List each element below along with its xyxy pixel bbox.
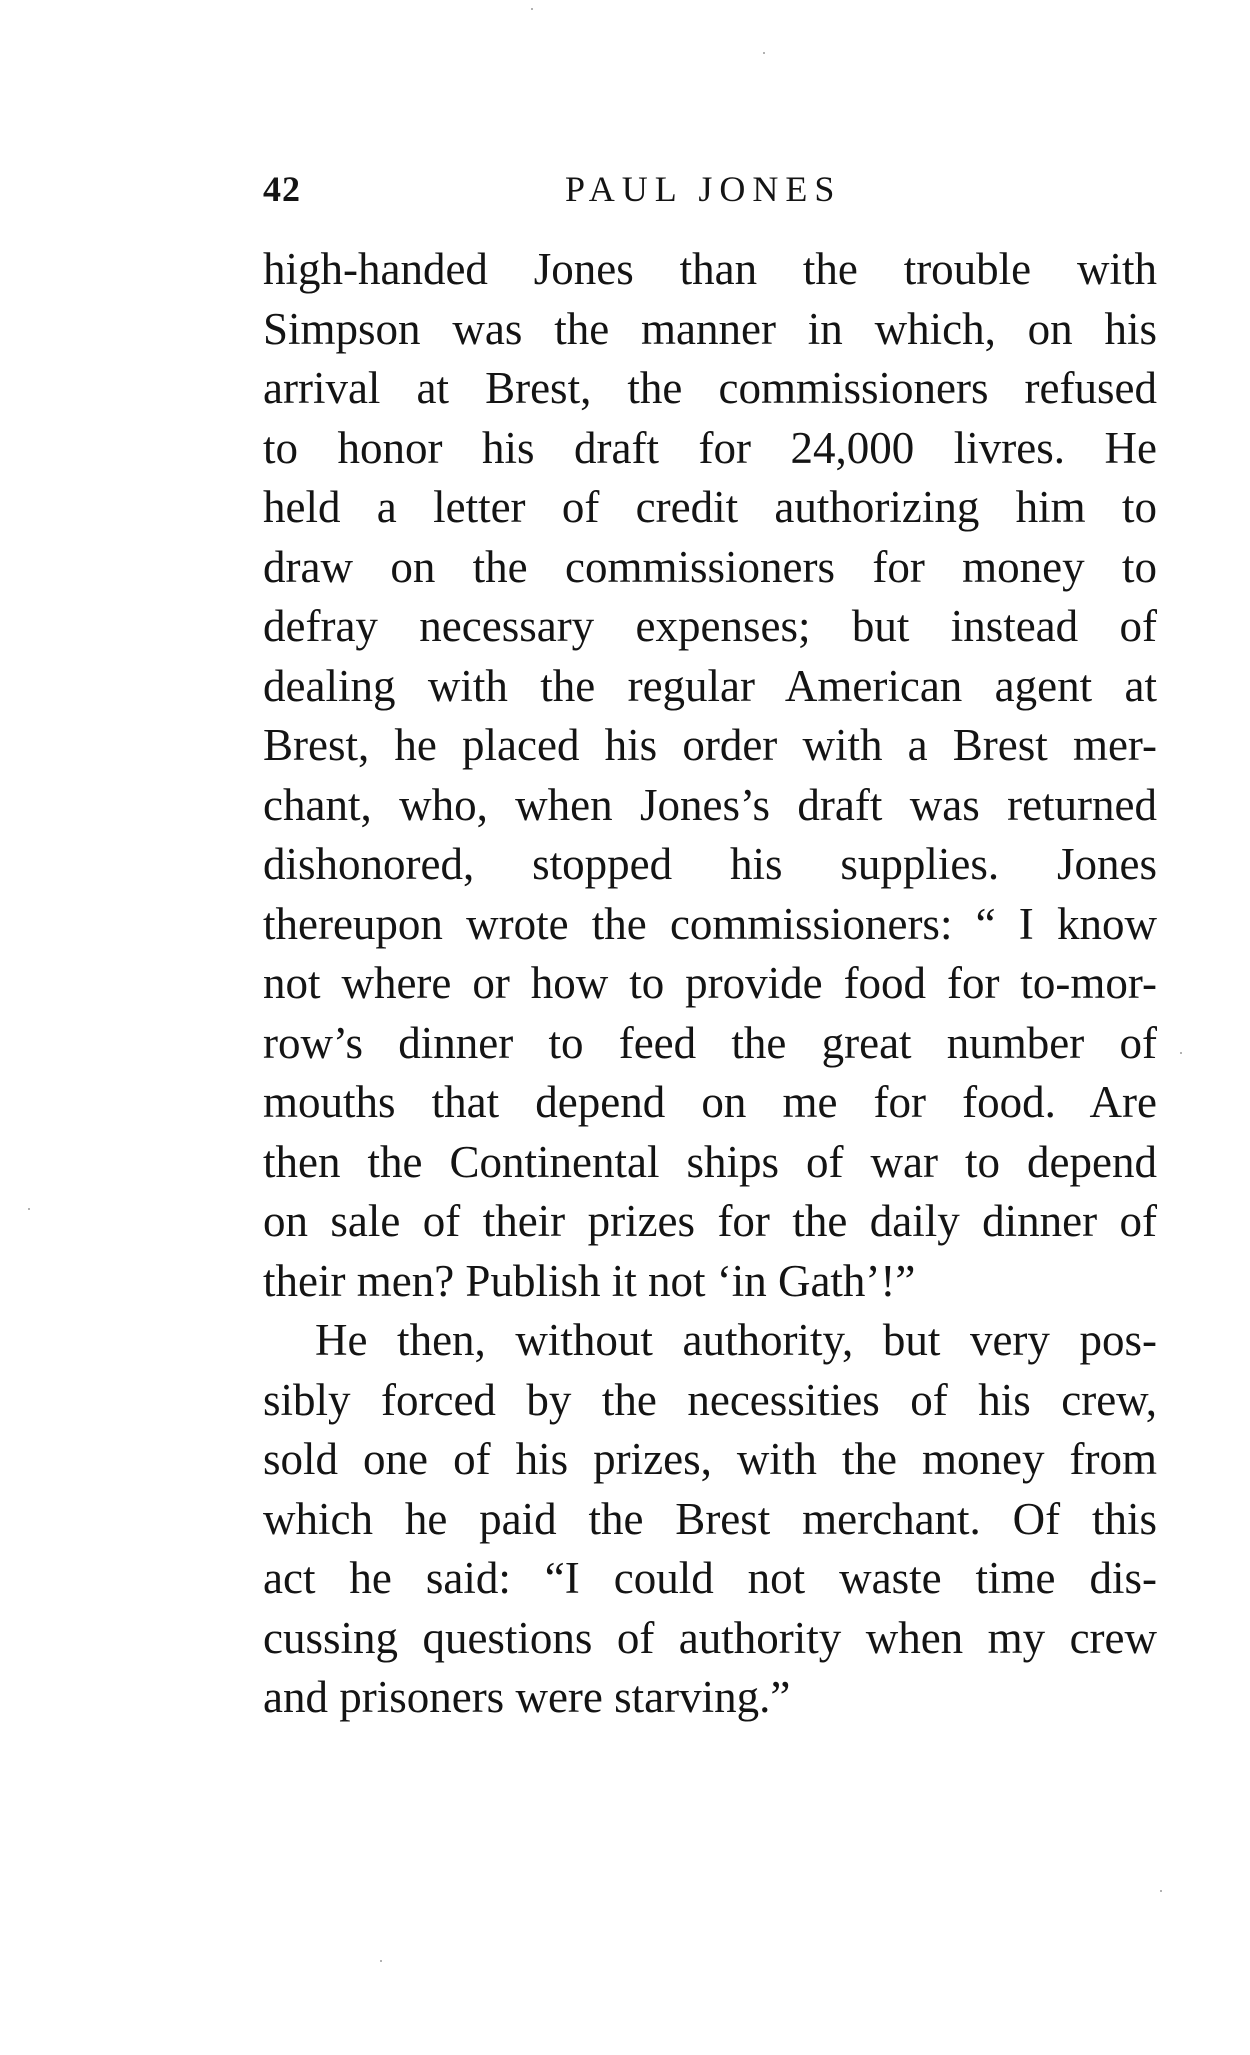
scan-speck: [1160, 1890, 1162, 1892]
scan-speck: [763, 52, 765, 54]
text-line: and prisoners were starving.”: [263, 1672, 791, 1722]
text-line: which he paid the Brest merchant. Of this: [263, 1493, 1157, 1544]
text-line: not where or how to provide food for to-mor-: [263, 958, 1157, 1008]
paragraph-2: [263, 1311, 1157, 1728]
text-line: on sale of their prizes for the daily dinner of: [263, 1196, 1157, 1246]
text-line: mouths that depend on me for food. Are: [263, 1077, 1157, 1127]
running-title: PAUL JONES: [565, 169, 842, 209]
text-line: Brest, he placed his order with a Brest mer-: [263, 720, 1157, 770]
scan-speck: [531, 8, 533, 10]
text-line: thereupon wrote the commissioners: “ I know: [263, 898, 1157, 949]
page-number: 42: [263, 169, 301, 209]
text-line: draw on the commissioners for money to: [263, 541, 1157, 592]
text-line: Simpson was the manner in which, on his: [263, 303, 1157, 354]
text-line: to honor his draft for 24,000 livres. He: [263, 422, 1157, 473]
text-line: high-handed Jones than the trouble with: [263, 244, 1157, 294]
text-line: sold one of his prizes, with the money from: [263, 1434, 1157, 1484]
text-line: chant, who, when Jones’s draft was returned: [263, 779, 1157, 830]
text-line: then the Continental ships of war to depend: [263, 1136, 1157, 1187]
text-line: their men? Publish it not ‘in Gath’!”: [263, 1255, 916, 1306]
scan-speck: [380, 1960, 382, 1962]
text-line: cussing questions of authority when my crew: [263, 1612, 1157, 1663]
paragraph-1: [263, 240, 1157, 1311]
scan-speck: [1180, 1052, 1182, 1054]
text-line: held a letter of credit authorizing him to: [263, 482, 1157, 532]
text-line: row’s dinner to feed the great number of: [263, 1017, 1157, 1068]
text-line: defray necessary expenses; but instead of: [263, 601, 1157, 651]
page-header: [263, 168, 1157, 218]
text-line: act he said: “I could not waste time dis-: [263, 1553, 1157, 1603]
text-line: He then, without authority, but very pos-: [315, 1315, 1157, 1365]
body-text: [263, 240, 1157, 1728]
scan-speck: [28, 1208, 30, 1210]
text-line: arrival at Brest, the commissioners refused: [263, 363, 1157, 413]
text-line: dishonored, stopped his supplies. Jones: [263, 839, 1157, 889]
text-line: sibly forced by the necessities of his crew,: [263, 1374, 1157, 1425]
text-line: dealing with the regular American agent at: [263, 660, 1157, 711]
